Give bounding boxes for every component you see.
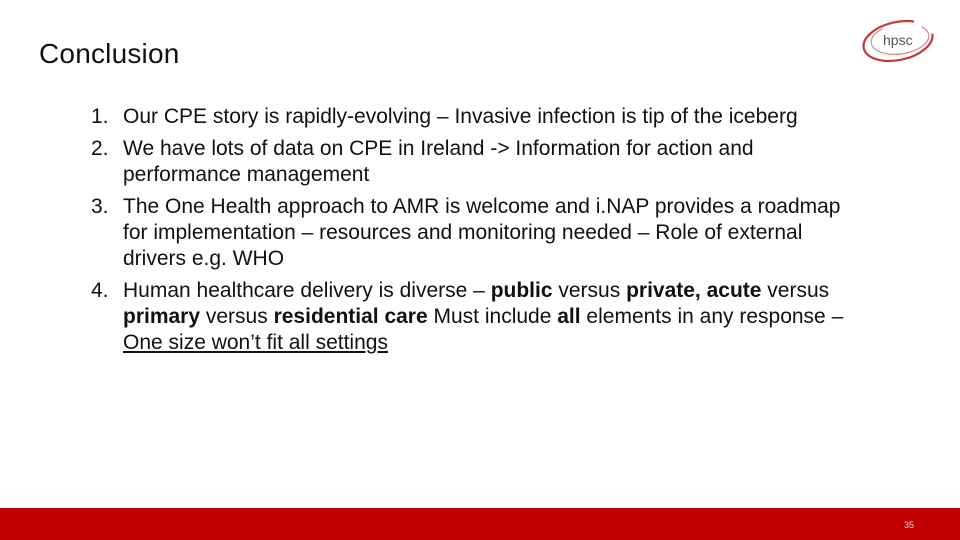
text-segment: The One Health approach to AMR is welcome and i.NAP provides a roadmap for implementation – resources and monitoring needed – Role of external drivers e.g. WHO [123,195,841,270]
text-segment: Our CPE story is rapidly-evolving – Invasive infection is tip of the iceberg [123,105,798,128]
hpsc-logo [858,14,940,66]
list-item-number [64,194,123,272]
list-item-number-text: 2. [91,137,109,160]
emphasis-text: public [490,279,553,302]
underlined-text: One size won’t fit all settings [123,331,388,354]
list-item-text [123,104,864,130]
emphasis-text: private, acute [626,279,762,302]
text-segment: Must include [427,305,558,328]
emphasis-text: primary [123,305,201,328]
list-item-text [123,194,864,272]
text-segment: versus [761,279,830,302]
emphasis-text: all [557,305,581,328]
text-segment: versus [200,305,274,328]
logo-text: hpsc [883,32,913,48]
text-segment: elements in any response – [580,305,844,328]
conclusion-list [64,104,864,362]
list-item-number-text: 1. [91,105,109,128]
list-item [64,104,864,130]
list-item [64,278,864,356]
list-item-number-text: 4. [91,279,109,302]
list-item-number-text: 3. [91,195,109,218]
list-item [64,136,864,188]
list-item [64,194,864,272]
list-item-text [123,278,864,356]
list-item-number [64,104,123,130]
list-item-text [123,136,864,188]
text-segment: We have lots of data on CPE in Ireland -> Information for action and performance management [123,137,754,186]
emphasis-text: residential care [273,305,428,328]
footer-bar [0,508,960,540]
list-item-number [64,278,123,356]
slide-title: Conclusion [39,38,180,69]
text-segment: Human healthcare delivery is diverse – [123,279,491,302]
page-number: 35 [903,520,914,530]
list-item-number [64,136,123,188]
text-segment: versus [552,279,627,302]
